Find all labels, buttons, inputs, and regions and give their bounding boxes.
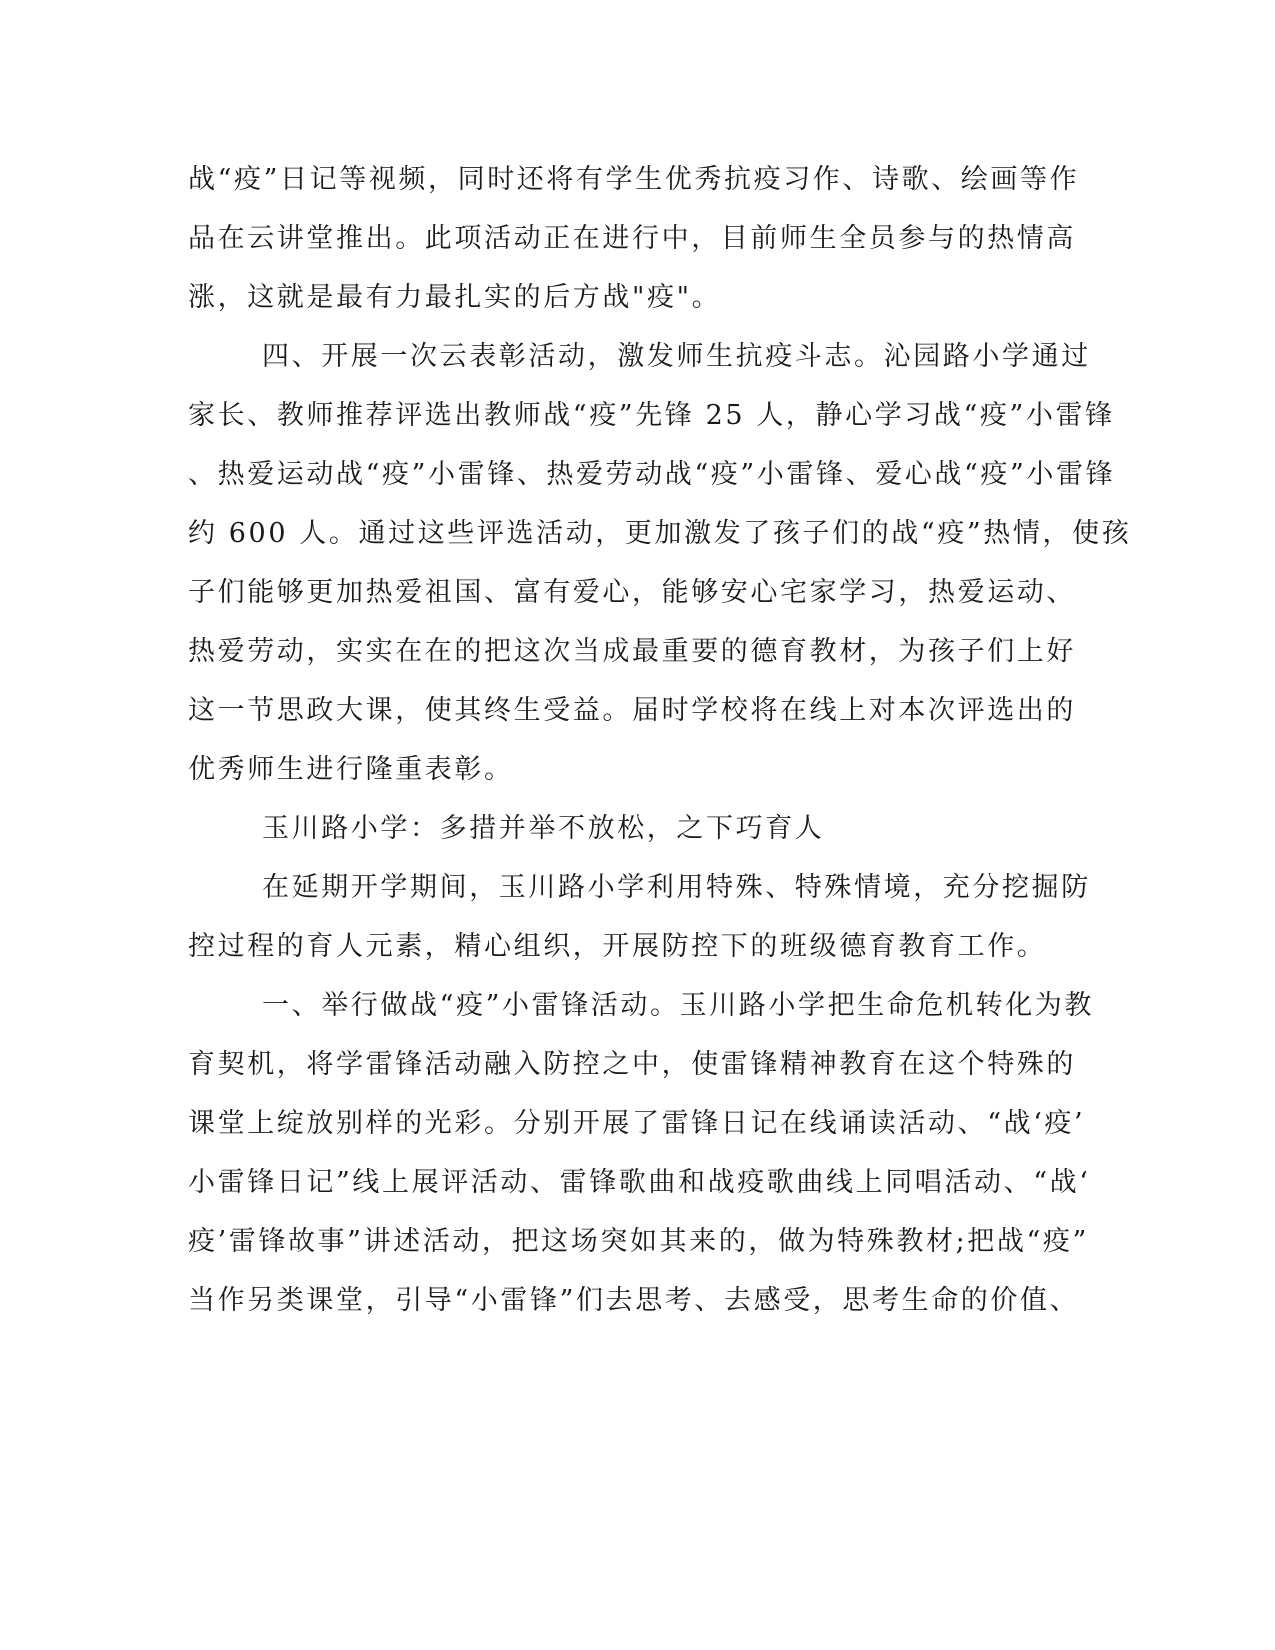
text-line: 控过程的育人元素，精心组织，开展防控下的班级德育教育工作。 bbox=[188, 931, 1047, 962]
text-line: 这一节思政大课，使其终生受益。届时学校将在线上对本次评选出的 bbox=[188, 695, 1076, 726]
text-line: 家长、教师推荐评选出教师战“疫”先锋 25 人，静心学习战“疫”小雷锋 bbox=[188, 400, 1115, 431]
text-line: 、热爱运动战“疫”小雷锋、热爱劳动战“疫”小雷锋、爱心战“疫”小雷锋 bbox=[188, 459, 1116, 490]
text-line: 战“疫”日记等视频，同时还将有学生优秀抗疫习作、诗歌、绘画等作 bbox=[188, 164, 1080, 195]
paragraph-first-line: 在延期开学期间，玉川路小学利用特殊、特殊情境，充分挖掘防 bbox=[262, 872, 1091, 903]
text-line: 热爱劳动，实实在在的把这次当成最重要的德育教材，为孩子们上好 bbox=[188, 636, 1076, 667]
text-line: 当作另类课堂，引导“小雷锋”们去思考、去感受，思考生命的价值、 bbox=[188, 1285, 1080, 1316]
text-line: 品在云讲堂推出。此项活动正在进行中，目前师生全员参与的热情高 bbox=[188, 223, 1076, 254]
paragraph-first-line: 四、开展一次云表彰活动，激发师生抗疫斗志。沁园路小学通过 bbox=[262, 341, 1091, 372]
text-line: 约 600 人。通过这些评选活动，更加激发了孩子们的战“疫”热情，使孩 bbox=[188, 518, 1132, 549]
text-line: 涨，这就是最有力最扎实的后方战"疫"。 bbox=[188, 282, 722, 313]
text-line: 育契机，将学雷锋活动融入防控之中，使雷锋精神教育在这个特殊的 bbox=[188, 1049, 1076, 1080]
text-line: 子们能够更加热爱祖国、富有爱心，能够安心宅家学习，热爱运动、 bbox=[188, 577, 1076, 608]
text-line: 小雷锋日记”线上展评活动、雷锋歌曲和战疫歌曲线上同唱活动、“战‘ bbox=[188, 1167, 1091, 1198]
paragraph-first-line: 一、举行做战“疫”小雷锋活动。玉川路小学把生命危机转化为教 bbox=[262, 990, 1095, 1021]
text-line: 优秀师生进行隆重表彰。 bbox=[188, 754, 514, 785]
section-heading: 玉川路小学：多措并举不放松，之下巧育人 bbox=[262, 813, 825, 844]
text-line: 课堂上绽放别样的光彩。分别开展了雷锋日记在线诵读活动、“战‘疫’ bbox=[188, 1108, 1086, 1139]
text-line: 疫’雷锋故事”讲述活动，把这场突如其来的，做为特殊教材;把战“疫” bbox=[188, 1226, 1089, 1257]
